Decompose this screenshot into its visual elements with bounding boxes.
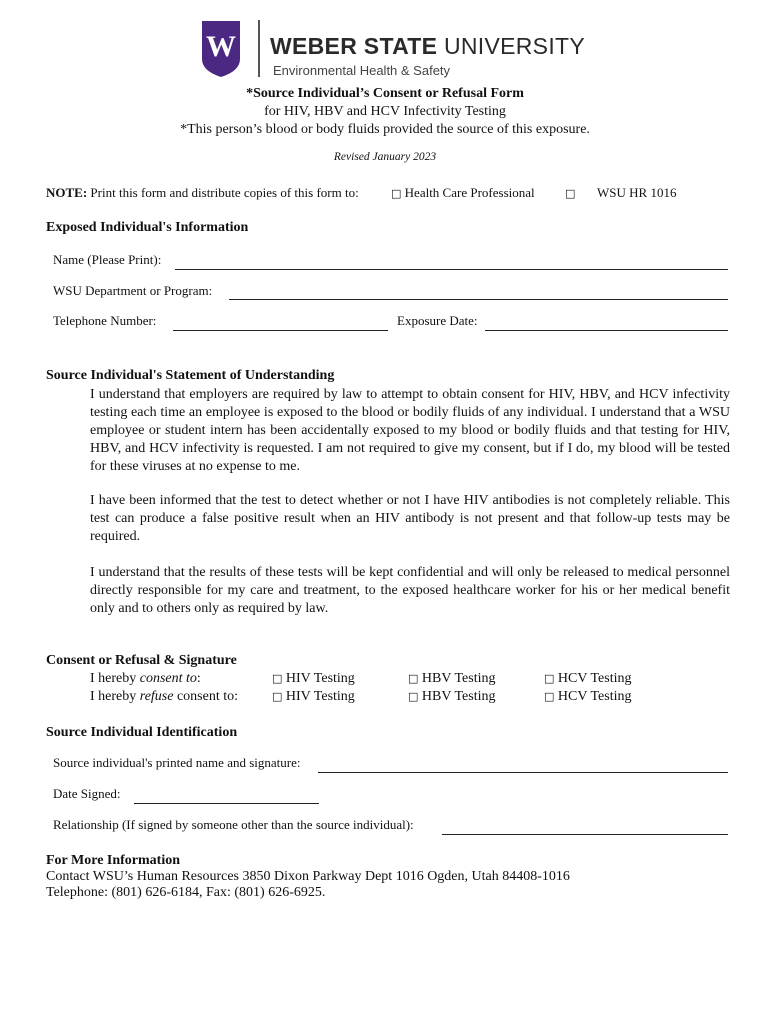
checkbox-icon: □: [408, 690, 419, 703]
checkbox-icon: □: [408, 672, 419, 685]
refuse-row-label: I hereby refuse consent to:: [90, 689, 239, 704]
checkbox-icon: □: [391, 187, 402, 200]
identification-heading: Source Individual Identification: [46, 725, 238, 740]
consent-hiv-option[interactable]: □ HIV Testing: [272, 671, 355, 686]
form-subtitle: for HIV, HBV and HCV Infectivity Testing: [264, 104, 506, 119]
refuse-hiv-option[interactable]: □ HIV Testing: [272, 689, 355, 704]
wsu-shield-logo: [202, 21, 240, 77]
consent-row-label: I hereby consent to:: [90, 671, 201, 686]
signature-label: Source individual's printed name and signature:: [53, 755, 301, 770]
date-signed-label: Date Signed:: [53, 786, 121, 801]
checkbox-icon: □: [272, 690, 283, 703]
telephone-label: Telephone Number:: [53, 313, 157, 328]
form-source-note: *This person’s blood or body fluids provided the source of this exposure.: [180, 122, 590, 137]
consent-hbv-option[interactable]: □ HBV Testing: [408, 671, 496, 686]
department-field[interactable]: [229, 299, 728, 300]
relationship-label: Relationship (If signed by someone other than the source individual):: [53, 817, 414, 832]
consent-heading: Consent or Refusal & Signature: [46, 653, 237, 668]
department-name: Environmental Health & Safety: [273, 63, 451, 78]
logo-divider: [258, 20, 260, 77]
checkbox-icon: □: [272, 672, 283, 685]
name-field[interactable]: [175, 269, 728, 270]
statement-paragraph-2: I have been informed that the test to detect whether or not I have HIV antibodies is not completely reliable. This test can produce a false positive result when an HIV antibody is not present and that follow-up tests may be required.: [90, 493, 730, 544]
exposure-date-field[interactable]: [485, 330, 728, 331]
consent-hcv-option[interactable]: □ HCV Testing: [544, 671, 632, 686]
contact-info: Contact WSU’s Human Resources 3850 Dixon Parkway Dept 1016 Ogden, Utah 84408-1016: [46, 869, 570, 884]
form-title: *Source Individual’s Consent or Refusal Form: [246, 86, 524, 101]
note-option-hcp[interactable]: □ Health Care Professional: [391, 185, 535, 200]
university-name: WEBER STATE UNIVERSITY: [270, 33, 586, 59]
statement-paragraph-3: I understand that the results of these tests will be kept confidential and will only be released to medical personnel directly responsible for my care and treatment, to the exposed healthcare worker for his or her medical benefit only and to others only as required by law.: [90, 565, 730, 616]
refuse-hbv-option[interactable]: □ HBV Testing: [408, 689, 496, 704]
date-signed-field[interactable]: [134, 803, 319, 804]
checkbox-icon: □: [544, 672, 555, 685]
name-label: Name (Please Print):: [53, 252, 162, 267]
refuse-hcv-option[interactable]: □ HCV Testing: [544, 689, 632, 704]
exposed-heading: Exposed Individual's Information: [46, 220, 249, 235]
department-label: WSU Department or Program:: [53, 283, 213, 298]
exposure-date-label: Exposure Date:: [397, 313, 478, 328]
logo-letter: W: [206, 30, 236, 63]
statement-heading: Source Individual's Statement of Understanding: [46, 368, 335, 383]
signature-field[interactable]: [318, 772, 728, 773]
more-info-heading: For More Information: [46, 853, 181, 868]
telephone-field[interactable]: [173, 330, 388, 331]
checkbox-icon: □: [544, 690, 555, 703]
phone-info: Telephone: (801) 626-6184, Fax: (801) 626-6925.: [46, 885, 326, 900]
statement-paragraph-1: I understand that employers are required by law to attempt to obtain consent for HIV, HBV, and HCV infectivity testing each time an employee is exposed to the blood or bodily fluids of any individual. I understand that a WSU employee or student intern has been accidentally exposed to my blood or bodily fluids and that testing for HIV, HBV, and HCV infectivity is requested. I am not required to give my consent, but if I do, my blood will be tested for these viruses at no expense to me.: [90, 387, 730, 474]
revised-date: Revised January 2023: [333, 151, 437, 163]
relationship-field[interactable]: [442, 834, 728, 835]
checkbox-icon: □: [565, 187, 576, 200]
note-option-hr-checkbox[interactable]: [565, 185, 575, 201]
note-line: NOTE: Print this form and distribute copies of this form to:: [46, 185, 359, 200]
note-option-hr-label: WSU HR 1016: [597, 185, 677, 200]
